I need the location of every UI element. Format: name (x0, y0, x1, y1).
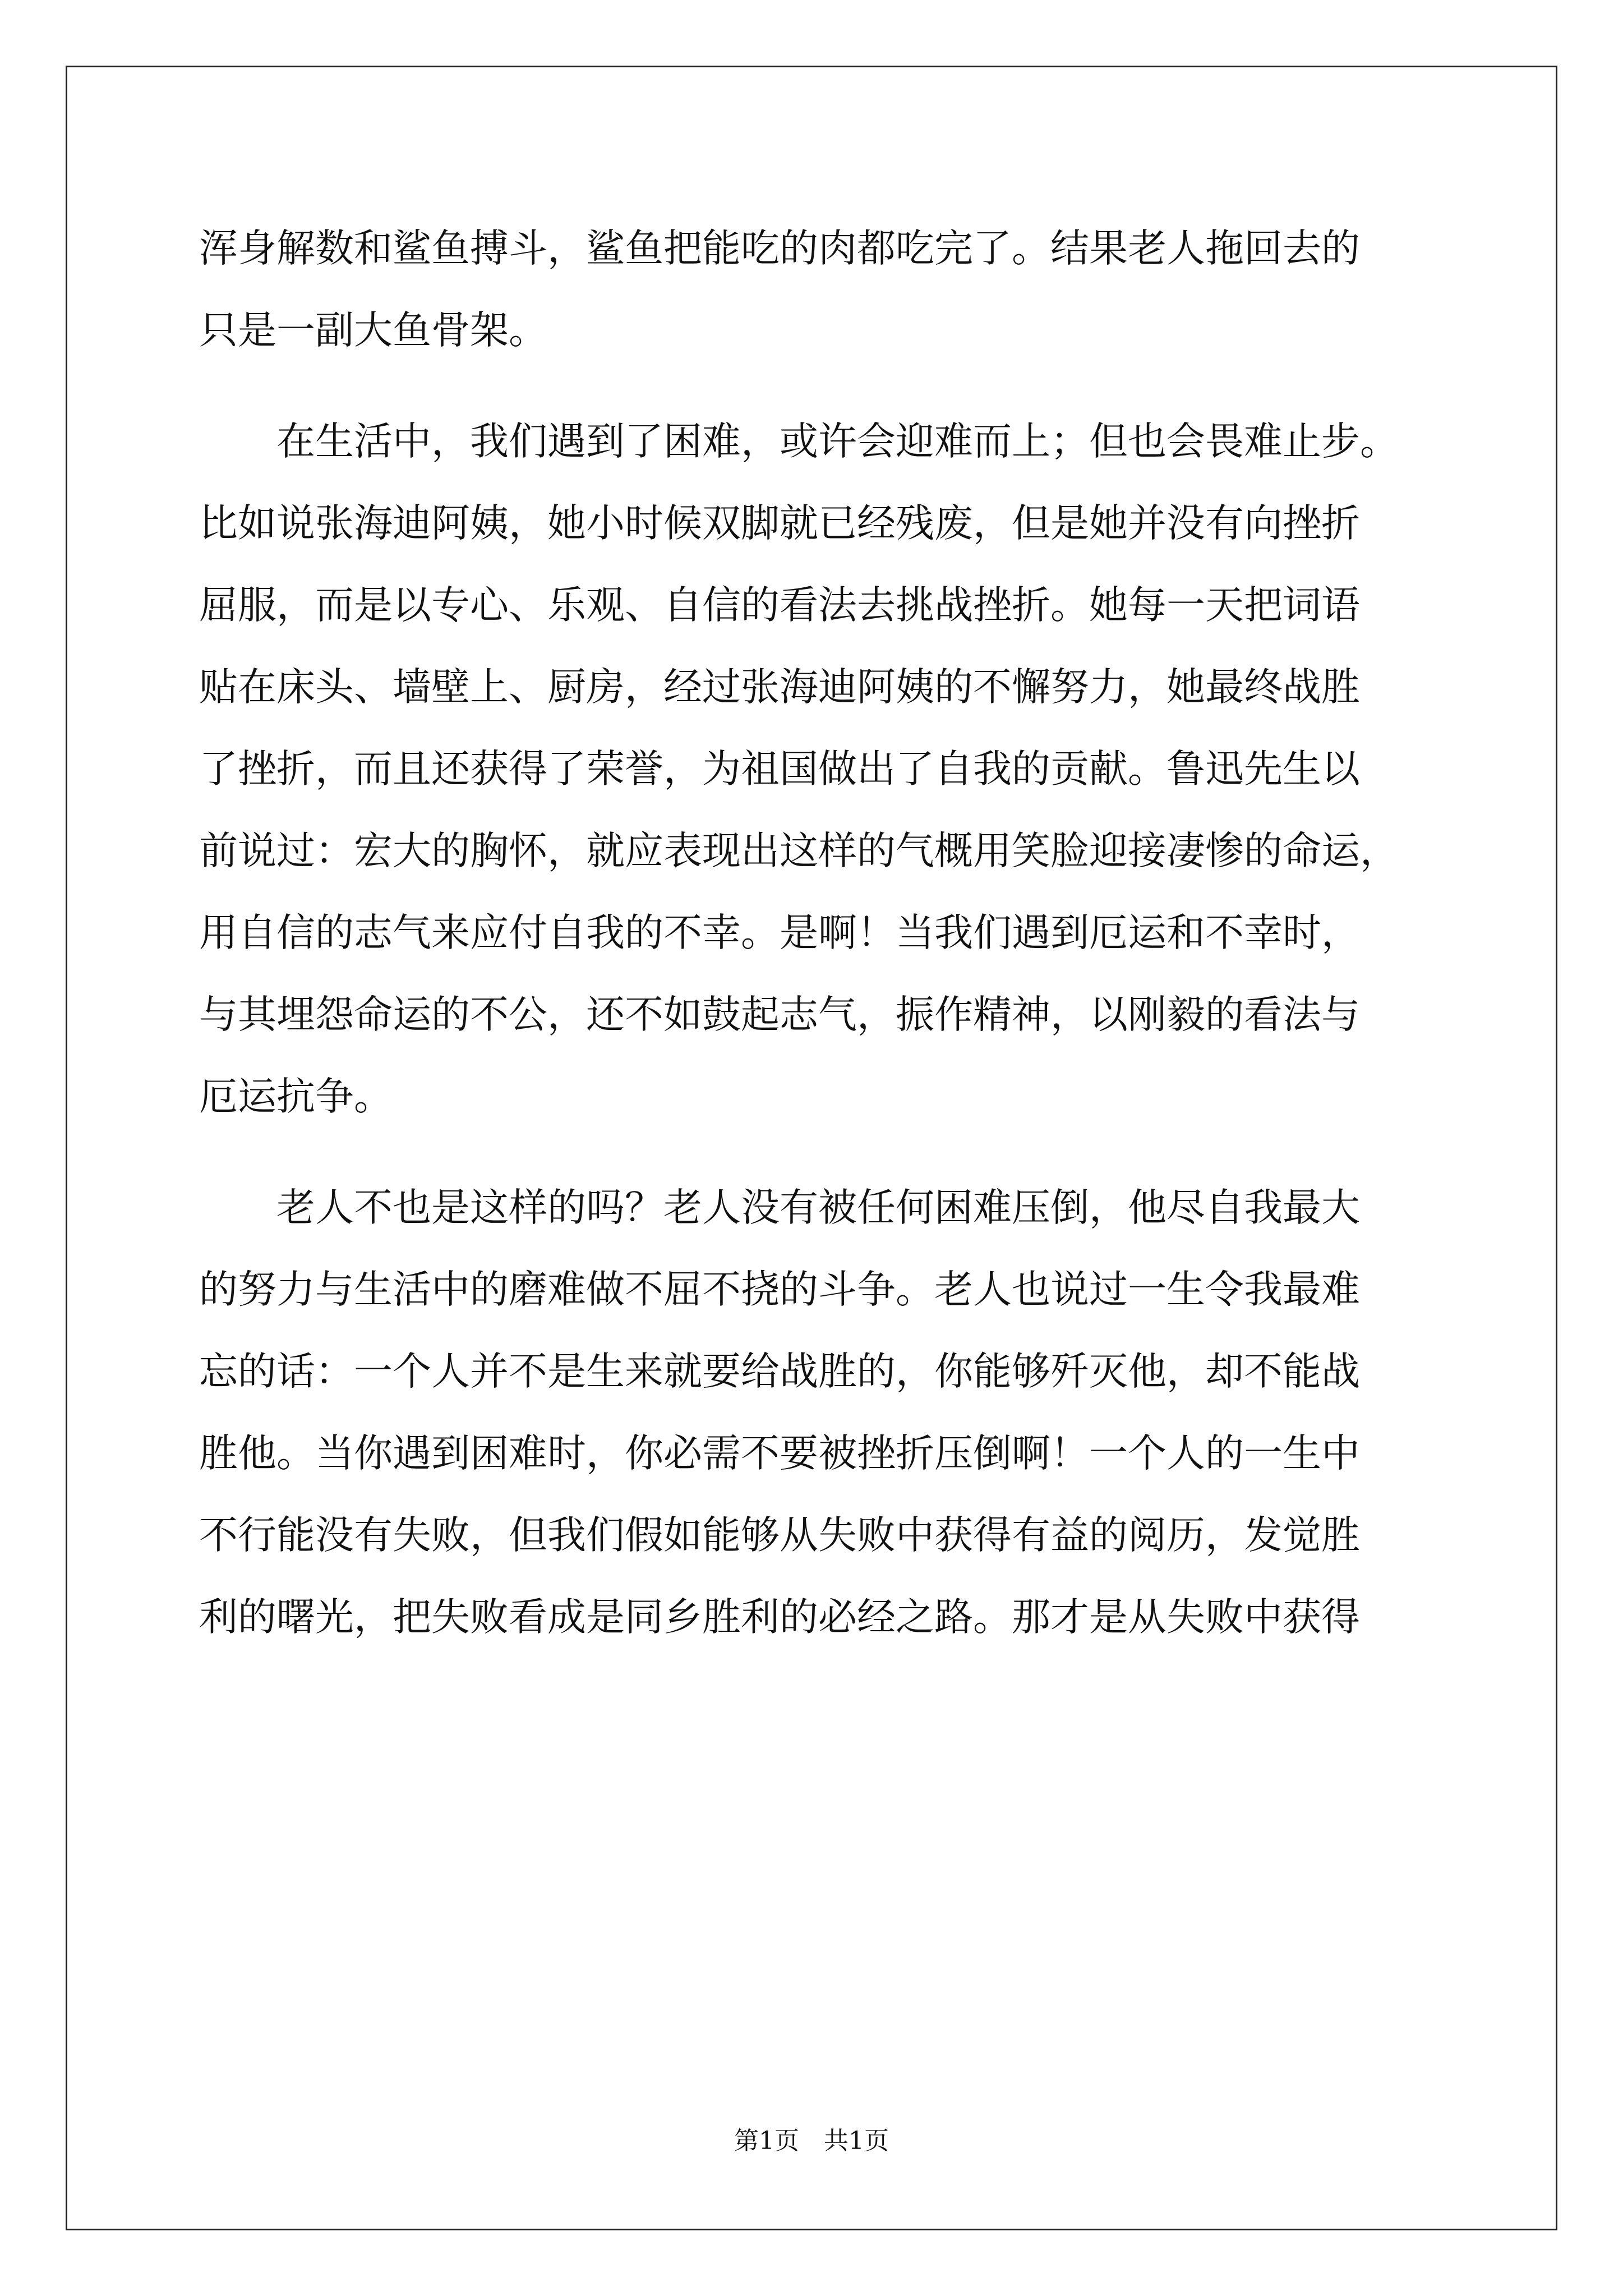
text-line: 贴在床头、墙壁上、厨房，经过张海迪阿姨的不懈努力，她最终战胜 (199, 665, 1360, 710)
text-line: 了挫折，而且还获得了荣誉，为祖国做出了自我的贡献。鲁迅先生以 (199, 747, 1360, 792)
text-line: 胜他。当你遇到困难时，你必需不要被挫折压倒啊！一个人的一生中 (199, 1431, 1360, 1476)
text-line: 比如说张海迪阿姨，她小时候双脚就已经残废，但是她并没有向挫折 (199, 501, 1360, 546)
text-line: 老人不也是这样的吗？老人没有被任何困难压倒，他尽自我最大 (276, 1185, 1360, 1230)
page-number-footer: 第1页 共1页 (734, 2127, 889, 2155)
text-line: 利的曙光，把失败看成是同乡胜利的必经之路。那才是从失败中获得 (199, 1595, 1360, 1640)
text-line: 只是一副大鱼骨架。 (199, 308, 547, 353)
text-line: 的努力与生活中的磨难做不屈不挠的斗争。老人也说过一生令我最难 (199, 1267, 1360, 1312)
document-body (199, 208, 1455, 1658)
text-line: 在生活中，我们遇到了困难，或许会迎难而上；但也会畏难止步。 (276, 419, 1399, 464)
text-line: 不行能没有失败，但我们假如能够从失败中获得有益的阅历，发觉胜 (199, 1513, 1360, 1558)
text-line: 前说过：宏大的胸怀，就应表现出这样的气概用笑脸迎接凄惨的命运， (199, 829, 1399, 873)
text-line: 忘的话：一个人并不是生来就要给战胜的，你能够歼灭他，却不能战 (199, 1349, 1360, 1394)
text-line: 与其埋怨命运的不公，还不如鼓起志气，振作精神，以刚毅的看法与 (199, 992, 1360, 1037)
paragraph-gap (199, 1138, 1455, 1167)
text-line: 用自信的志气来应付自我的不幸。是啊！当我们遇到厄运和不幸时， (199, 910, 1360, 955)
text-line: 浑身解数和鲨鱼搏斗，鲨鱼把能吃的肉都吃完了。结果老人拖回去的 (199, 226, 1360, 271)
text-line: 屈服，而是以专心、乐观、自信的看法去挑战挫折。她每一天把词语 (199, 583, 1360, 628)
paragraph-gap (199, 371, 1455, 401)
text-line: 厄运抗争。 (199, 1074, 393, 1119)
